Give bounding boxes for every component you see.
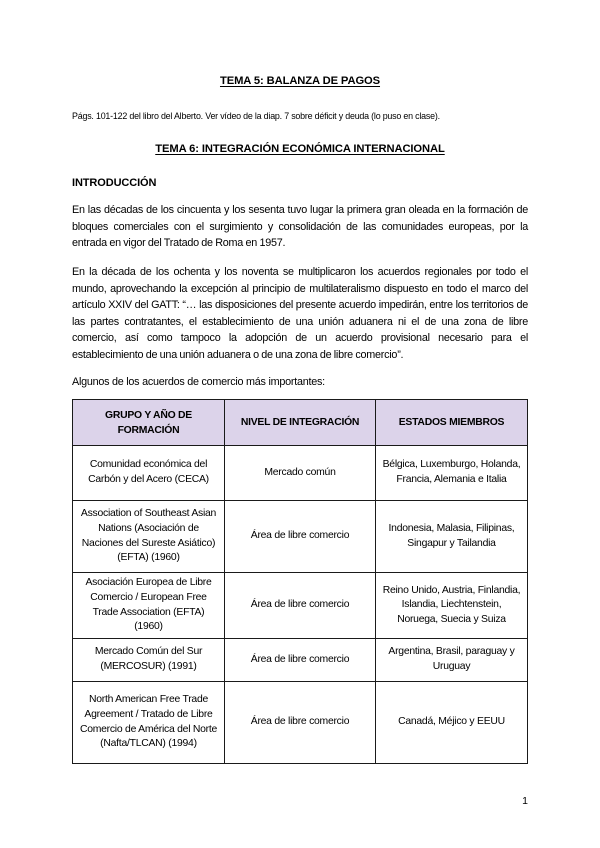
table-intro: Algunos de los acuerdos de comercio más importantes: bbox=[72, 376, 325, 388]
cell-members: Argentina, Brasil, paraguay y Uruguay bbox=[376, 639, 528, 682]
cell-group: Asociación Europea de Libre Comercio / European Free Trade Association (EFTA) (1960) bbox=[73, 573, 225, 639]
tema5-title: TEMA 5: BALANZA DE PAGOS bbox=[219, 75, 381, 87]
table-header-row bbox=[73, 400, 528, 446]
trade-agreements-table bbox=[72, 399, 528, 764]
header-level: NIVEL DE INTEGRACIÓN bbox=[225, 400, 376, 446]
cell-members: Reino Unido, Austria, Finlandia, Islandia, Liechtenstein, Noruega, Suecia y Suiza bbox=[376, 573, 528, 639]
page-number: 1 bbox=[522, 795, 528, 807]
cell-level: Mercado común bbox=[225, 446, 376, 501]
table-row bbox=[73, 501, 528, 573]
cell-members: Bélgica, Luxemburgo, Holanda, Francia, Alemania e Italia bbox=[376, 446, 528, 501]
tema6-title: TEMA 6: INTEGRACIÓN ECONÓMICA INTERNACIONAL bbox=[155, 143, 445, 155]
intro-heading: INTRODUCCIÓN bbox=[72, 177, 157, 189]
header-members: ESTADOS MIEMBROS bbox=[376, 400, 528, 446]
tema5-note: Págs. 101-122 del libro del Alberto. Ver vídeo de la diap. 7 sobre déficit y deuda (lo puso en clase). bbox=[72, 111, 440, 121]
cell-level: Área de libre comercio bbox=[225, 639, 376, 682]
table-row bbox=[73, 573, 528, 639]
cell-level: Área de libre comercio bbox=[225, 501, 376, 573]
cell-level: Área de libre comercio bbox=[225, 573, 376, 639]
cell-group: North American Free Trade Agreement / Tratado de Libre Comercio de América del Norte (Nafta/TLCAN) (1994) bbox=[73, 682, 225, 764]
cell-level: Área de libre comercio bbox=[225, 682, 376, 764]
paragraph-1: En las décadas de los cincuenta y los sesenta tuvo lugar la primera gran oleada en la formación de bloques comerciales con el surgimiento y consolidación de las comunidades europeas, por la entrada en vigor del Tratado de Roma en 1957. bbox=[72, 204, 528, 249]
cell-group: Association of Southeast Asian Nations (Asociación de Naciones del Sureste Asiático) (EFTA) (1960) bbox=[73, 501, 225, 573]
cell-members: Canadá, Méjico y EEUU bbox=[376, 682, 528, 764]
cell-group: Mercado Común del Sur (MERCOSUR) (1991) bbox=[73, 639, 225, 682]
table-row bbox=[73, 639, 528, 682]
header-group: GRUPO Y AÑO DE FORMACIÓN bbox=[73, 400, 225, 446]
paragraph-2: En la década de los ochenta y los noventa se multiplicaron los acuerdos regionales por todo el mundo, aprovechando la excepción al principio de multilateralismo dispuesto en todo el marco del artículo XXIV del GATT: “… las disposiciones del presente acuerdo impedirán, entre los territorios de las partes contratantes, el establecimiento de una unión aduanera ni el de una zona de libre comercio, así como tampoco la adopción de un acuerdo provisional necesario para el establecimiento de una unión aduanera o de una zona de libre comercio”. bbox=[72, 266, 528, 361]
table-row bbox=[73, 682, 528, 764]
cell-members: Indonesia, Malasia, Filipinas, Singapur y Tailandia bbox=[376, 501, 528, 573]
table-row bbox=[73, 446, 528, 501]
cell-group: Comunidad económica del Carbón y del Acero (CECA) bbox=[73, 446, 225, 501]
